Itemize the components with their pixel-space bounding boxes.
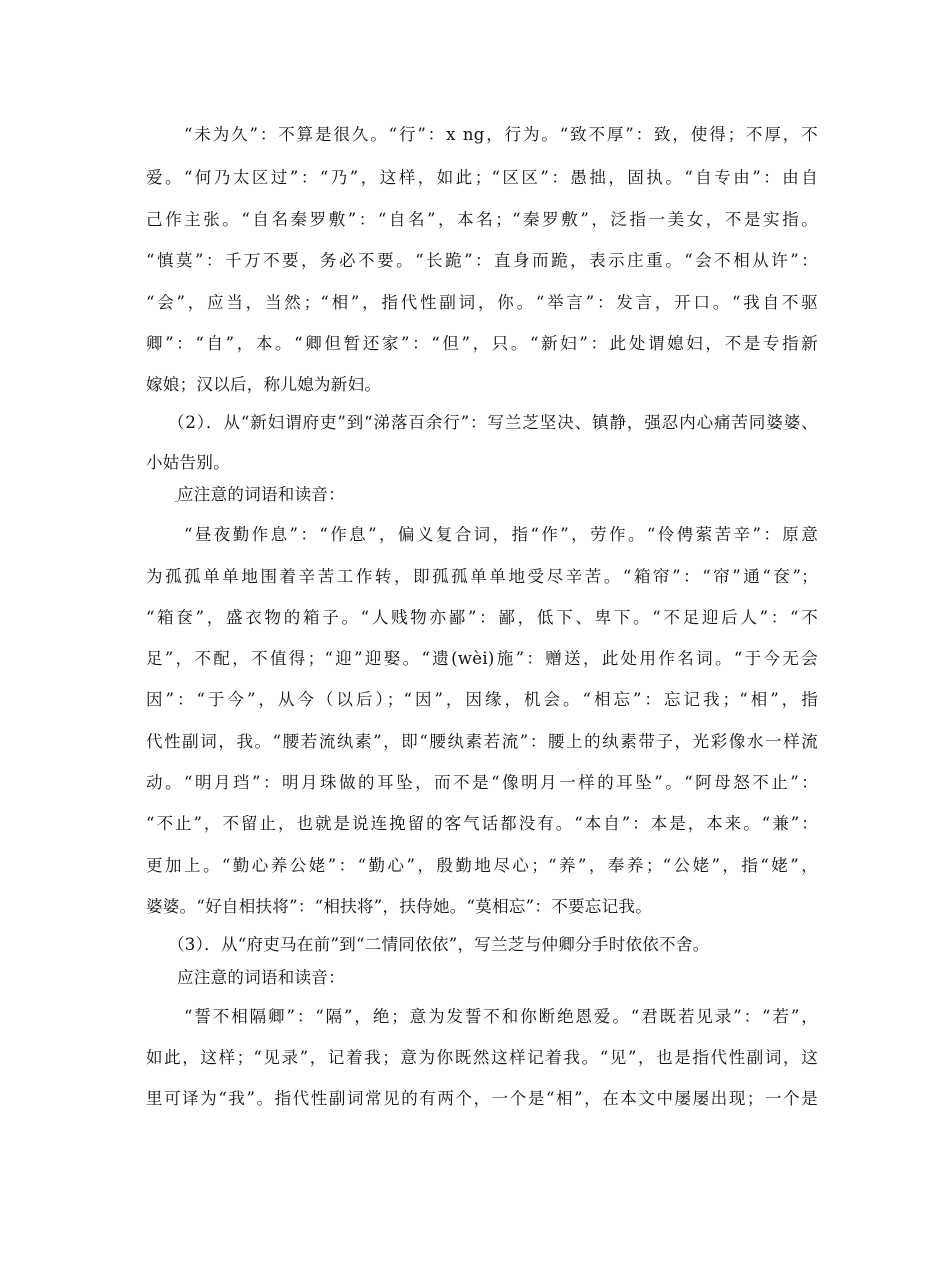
- gloss-line: 己作主张。“自名秦罗敷”：“自名”，本名；“秦罗敷”，泛指一美女，不是实指。: [146, 210, 818, 229]
- gloss-line: 因”：“于今”，从今（以后）；“因”，因缘，机会。“相忘”：忘记我；“相”，指: [146, 690, 818, 709]
- gloss-line: 嫁娘；汉以后，称儿媳为新妇。: [146, 375, 382, 394]
- section-heading: 小姑告别。: [146, 453, 230, 472]
- gloss-line: 卿”：“自”，本。“卿但暂还家”：“但”，只。“新妇”：此处谓媳妇，不是专指新: [146, 334, 818, 353]
- gloss-line: “未为久”：不算是很久。“行”：x ng，行为。“致不厚”：致，使得；不厚，不: [184, 125, 818, 144]
- gloss-line: 里可译为“我”。指代性副词常见的有两个，一个是“相”，在本文中屡屡出现；一个是: [146, 1089, 818, 1108]
- gloss-line: “不止”，不留止，也就是说连挽留的客气话都没有。“本自”：本是，本来。“兼”：: [146, 814, 818, 833]
- gloss-line: “箱奁”，盛衣物的箱子。“人贱物亦鄙”：鄙，低下、卑下。“不足迎后人”：“不: [146, 608, 818, 627]
- section-heading: （2）．从“新妇谓府吏”到“涕落百余行”：写兰芝坚决、镇静，强忍内心痛苦同婆婆、: [168, 413, 818, 432]
- gloss-line: 足”，不配，不值得；“迎”迎娶。“遗(wèi)施”：赠送，此处用作名词。“于今无会: [146, 649, 818, 668]
- gloss-line: 更加上。“勤心养公姥”：“勤心”，殷勤地尽心；“养”，奉养；“公姥”，指“姥”，: [146, 856, 818, 875]
- gloss-line: 婆婆。“好自相扶将”：“相扶将”，扶侍她。“莫相忘”：不要忘记我。: [146, 897, 653, 916]
- gloss-line: “昼夜勤作息”：“作息”，偏义复合词，指“作”，劳作。“伶俜萦苦辛”：原意: [184, 525, 818, 544]
- gloss-line: “会”，应当，当然；“相”，指代性副词，你。“举言”：发言，开口。“我自不驱: [146, 293, 818, 312]
- gloss-line: 如此，这样；“见录”，记着我；意为你既然这样记着我。“见”，也是指代性副词，这: [146, 1048, 818, 1067]
- gloss-line: 为孤孤单单地围着辛苦工作转，即孤孤单单地受尽辛苦。“箱帘”：“帘”通“奁”；: [146, 567, 818, 586]
- gloss-line: “誓不相隔卿”：“隔”，绝；意为发誓不和你断绝恩爱。“君既若见录”：“若”，: [184, 1007, 818, 1026]
- section-heading: （3）．从“府吏马在前”到“二情同依依”，写兰芝与仲卿分手时依依不舍。: [168, 935, 710, 954]
- gloss-line: “慎莫”：千万不要，务必不要。“长跪”：直身而跪，表示庄重。“会不相从许”：: [146, 251, 818, 270]
- note-label: 应注意的词语和读音：: [177, 485, 345, 504]
- gloss-line: 动。“明月珰”：明月珠做的耳坠，而不是“像明月一样的耳坠”。“阿母怒不止”：: [146, 773, 818, 792]
- note-label: 应注意的词语和读音：: [177, 968, 345, 987]
- gloss-line: 代性副词，我。“腰若流纨素”，即“腰纨素若流”：腰上的纨素带子，光彩像水一样流: [146, 732, 818, 751]
- gloss-line: 爱。“何乃太区过”：“乃”，这样，如此；“区区”：愚拙，固执。“自专由”：由自: [146, 168, 818, 187]
